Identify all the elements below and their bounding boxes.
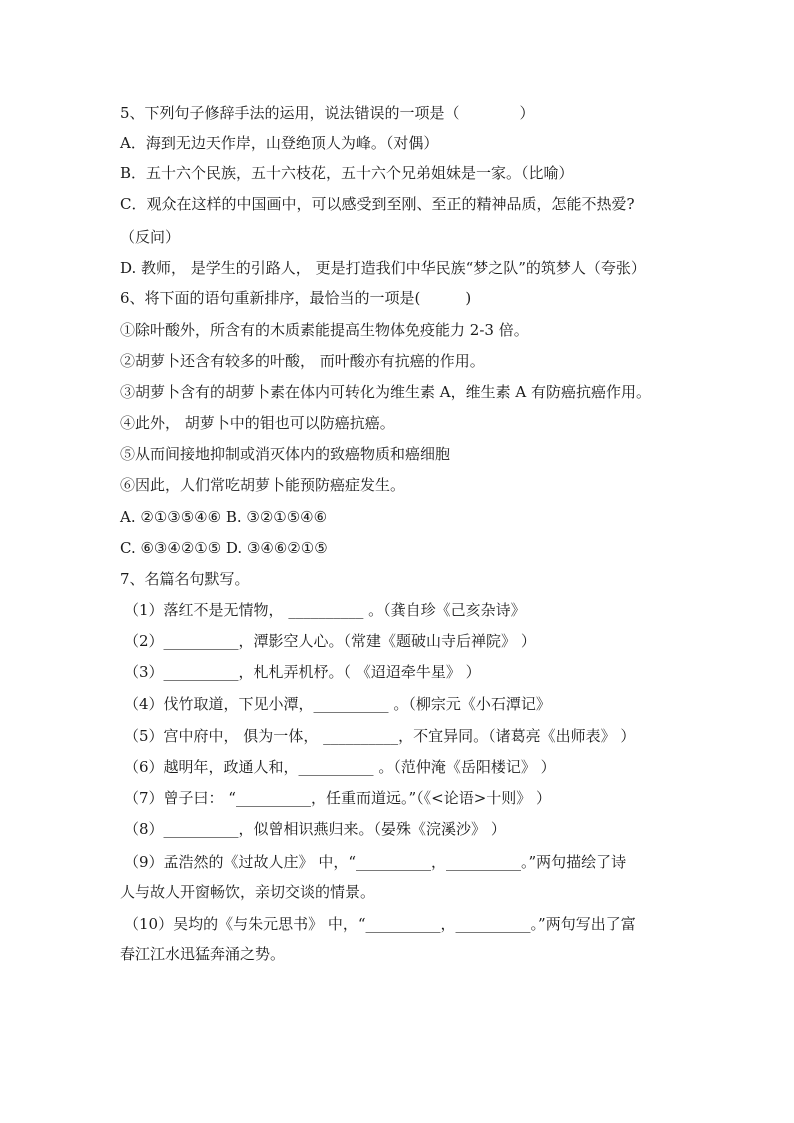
question-7-item-5: （5）宫中府中， 俱为一体， __________，不宜异同。（诸葛亮《出师表》 ） [124, 727, 636, 745]
question-7-item-10-continued: 春江江水迅猛奔涌之势。 [120, 945, 286, 963]
question-5-option-d: D. 教师， 是学生的引路人， 更是打造我们中华民族“梦之队”的筑梦人（夸张） [120, 259, 646, 277]
question-5-option-c-continued: （反问） [120, 228, 181, 246]
question-6-options-cd: C. ⑥③④②①⑤ D. ③④⑥②①⑤ [120, 539, 328, 557]
question-7-item-6: （6）越明年，政通人和，__________ 。（范仲淹《岳阳楼记》 ） [124, 758, 556, 776]
question-7-item-8: （8）__________，似曾相识燕归来。（晏殊《浣溪沙》 ） [124, 820, 506, 838]
question-5-option-b: B．五十六个民族，五十六枝花，五十六个兄弟姐妹是一家。（比喻） [120, 164, 574, 182]
question-6-sentence-4: ④此外， 胡萝卜中的钼也可以防癌抗癌。 [120, 414, 395, 432]
question-7-item-1: （1）落红不是无情物， __________ 。（龚自珍《己亥杂诗》 [124, 601, 526, 619]
question-6-sentence-5: ⑤从而间接地抑制或消灭体内的致癌物质和癌细胞 [120, 445, 451, 463]
question-6-sentence-1: ①除叶酸外，所含有的木质素能提高生物体免疫能力 2-3 倍。 [120, 321, 529, 339]
question-7-item-2: （2）__________，潭影空人心。（常建《题破山寺后禅院》 ） [124, 632, 536, 650]
question-7-item-7: （7）曾子曰： “__________，任重而道远。”（《<论语>十则》 ） [124, 789, 552, 807]
question-5-option-c: C．观众在这样的中国画中，可以感受到至刚、至正的精神品质，怎能不热爱? [120, 195, 635, 213]
question-6-sentence-6: ⑥因此，人们常吃胡萝卜能预防癌症发生。 [120, 476, 406, 494]
question-6-options-ab: A. ②①③⑤④⑥ B. ③②①⑤④⑥ [120, 508, 328, 526]
question-7-item-4: （4）伐竹取道，下见小潭，__________ 。（柳宗元《小石潭记》 [124, 695, 551, 713]
question-7-item-3: （3）__________，札札弄机杼。（ 《迢迢牵牛星》 ） [124, 663, 481, 681]
question-7-stem: 7、名篇名句默写。 [120, 570, 250, 588]
question-5-stem: 5、下列句子修辞手法的运用，说法错误的一项是（ ） [120, 104, 535, 122]
question-7-item-9-continued: 人与故人开窗畅饮，亲切交谈的情景。 [120, 883, 376, 901]
question-5-option-a: A．海到无边天作岸，山登绝顶人为峰。（对偶） [120, 134, 439, 152]
question-6-stem: 6、将下面的语句重新排序，最恰当的一项是( ) [120, 289, 472, 307]
question-7-item-10: （10）吴均的《与朱元思书》 中，“__________，__________。”两句写出了富 [124, 915, 636, 933]
question-6-sentence-2: ②胡萝卜还含有较多的叶酸， 而叶酸亦有抗癌的作用。 [120, 352, 485, 370]
question-6-sentence-3: ③胡萝卜含有的胡萝卜素在体内可转化为维生素 A，维生素 A 有防癌抗癌作用。 [120, 383, 651, 401]
question-7-item-9: （9）孟浩然的《过故人庄》 中，“__________，__________。”两句描绘了诗 [124, 853, 627, 871]
